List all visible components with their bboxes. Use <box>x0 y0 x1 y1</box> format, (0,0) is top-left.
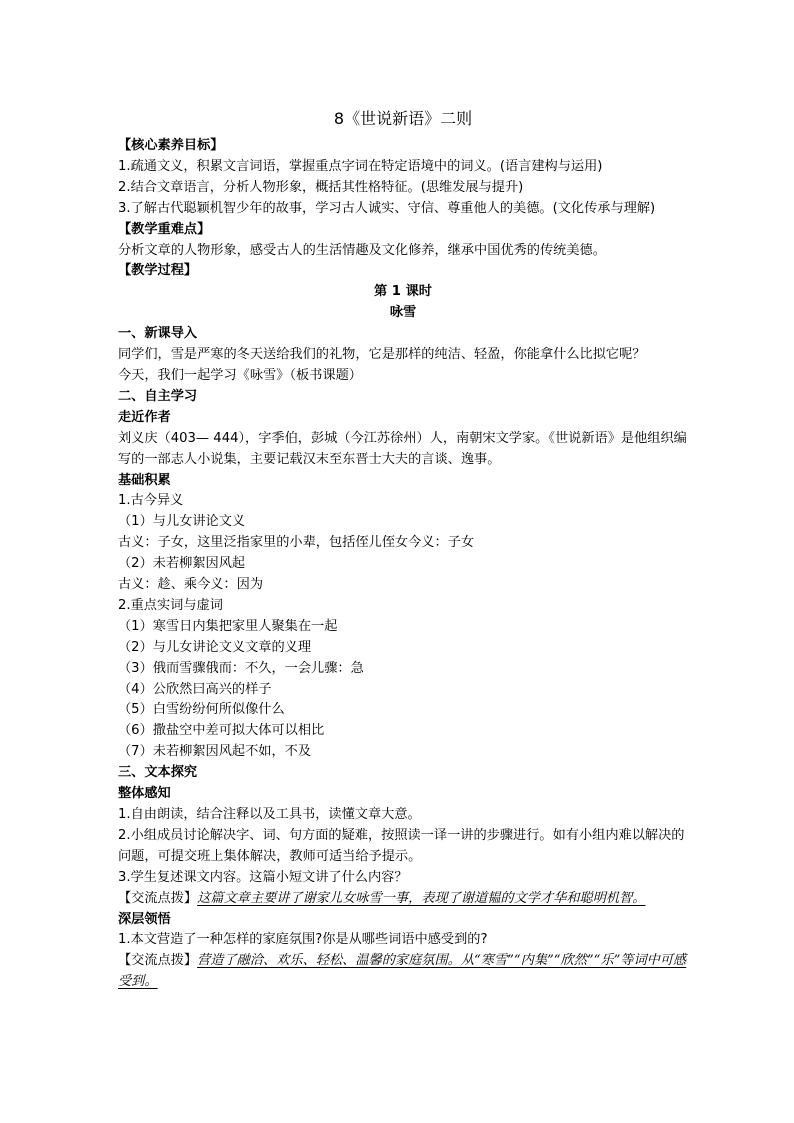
note-1-handwritten: 这篇文章主要讲了谢家儿女咏雪一事，表现了谢道韫的文学才华和聪明机智。 <box>197 890 646 906</box>
word-item-4: （4）公欣然曰高兴的样子 <box>118 681 272 697</box>
document-page <box>118 108 688 993</box>
goals-heading: 【核心素养目标】 <box>118 138 224 153</box>
task-3: 3.学生复述课文内容。这篇小短文讲了什么内容？ <box>118 869 408 885</box>
goal-1: 1.疏通文义，积累文言词语，掌握重点字词在特定语境中的词义。(语言建构与运用) <box>118 158 603 174</box>
word-item-6: （6）撒盐空中差可拟大体可以相比 <box>118 723 325 739</box>
key-points-text: 分析文章的人物形象，感受古人的生活情趣及文化修养，继承中国优秀的传统美德。 <box>118 242 606 258</box>
gujin-item-1-note: 古义：子女，这里泛指家里的小辈，包括侄儿侄女今义：子女 <box>118 535 475 551</box>
lesson-title: 咏雪 <box>389 305 417 321</box>
task-1: 1.自由朗读，结合注释以及工具书，读懂文章大意。 <box>118 807 421 822</box>
section-intro-heading: 一、新课导入 <box>118 326 198 342</box>
note-2 <box>118 951 688 993</box>
section-self-study-heading: 二、自主学习 <box>118 388 198 404</box>
task-2: 2.小组成员讨论解决字、词、句方面的疑难，按照读一译一讲的步骤进行。如有小组内难以解决的问题，可提交班上集体解决，教师可适当给予提示。 <box>118 827 685 864</box>
gujin-heading: 1.古今异义 <box>118 493 184 509</box>
note-2-handwritten: 营造了融洽、欢乐、轻松、温馨的家庭氛围。从“寒雪”“内集”“欣然”“乐”等词中可感受到。 <box>118 953 687 990</box>
word-item-2: （2）与儿女讲论文义文章的义理 <box>118 639 312 655</box>
words-heading: 2.重点实词与虚词 <box>118 597 223 613</box>
goal-3: 3.了解古代聪颖机智少年的故事，学习古人诚实、守信、尊重他人的美德。(文化传承与理解) <box>118 200 656 216</box>
word-item-5: （5）白雪纷纷何所似像什么 <box>118 702 285 718</box>
question-1: 1.本文营造了一种怎样的家庭氛围?你是从哪些词语中感受到的? <box>118 932 488 948</box>
word-item-3: （3）俄而雪骤俄而：不久，一会儿骤：急 <box>118 660 364 676</box>
note-2-label: 【交流点拨】 <box>118 953 198 969</box>
gujin-item-2-note: 古义：趁、乘今义：因为 <box>118 577 264 593</box>
intro-text-1: 同学们，雪是严寒的冬天送给我们的礼物，它是那样的纯洁、轻盈，你能拿什么比拟它呢？ <box>118 347 646 363</box>
author-text: 刘义庆（403— 444），字季伯，彭城（今江苏徐州）人，南朝宋文学家。《世说新语》是他组织编写的一部志人小说集，主要记载汉末至东晋士大夫的言谈、逸事。 <box>118 430 687 467</box>
gujin-item-1: （1）与儿女讲论文义 <box>118 514 246 530</box>
word-item-7: （7）未若柳絮因风起不如，不及 <box>118 744 312 760</box>
document-title: 8《世说新语》二则 <box>333 109 473 128</box>
word-item-1: （1）寒雪日内集把家里人聚集在一起 <box>118 618 338 634</box>
note-1 <box>118 889 688 910</box>
deep-heading: 深层领悟 <box>118 911 171 927</box>
author-heading: 走近作者 <box>118 409 171 425</box>
process-heading: 【教学过程】 <box>118 263 198 279</box>
intro-text-2: 今天，我们一起学习《咏雪》（板书课题） <box>118 367 362 383</box>
lesson-number: 第 1 课时 <box>374 284 432 300</box>
basis-heading: 基础积累 <box>118 472 171 488</box>
note-1-label: 【交流点拨】 <box>118 890 198 906</box>
section-text-study-heading: 三、文本探究 <box>118 765 198 781</box>
gujin-item-2: （2）未若柳絮因风起 <box>118 556 246 572</box>
key-points-heading: 【教学重难点】 <box>118 221 211 237</box>
overall-heading: 整体感知 <box>118 786 171 802</box>
goal-2: 2.结合文章语言，分析人物形象，概括其性格特征。(思维发展与提升) <box>118 179 524 195</box>
